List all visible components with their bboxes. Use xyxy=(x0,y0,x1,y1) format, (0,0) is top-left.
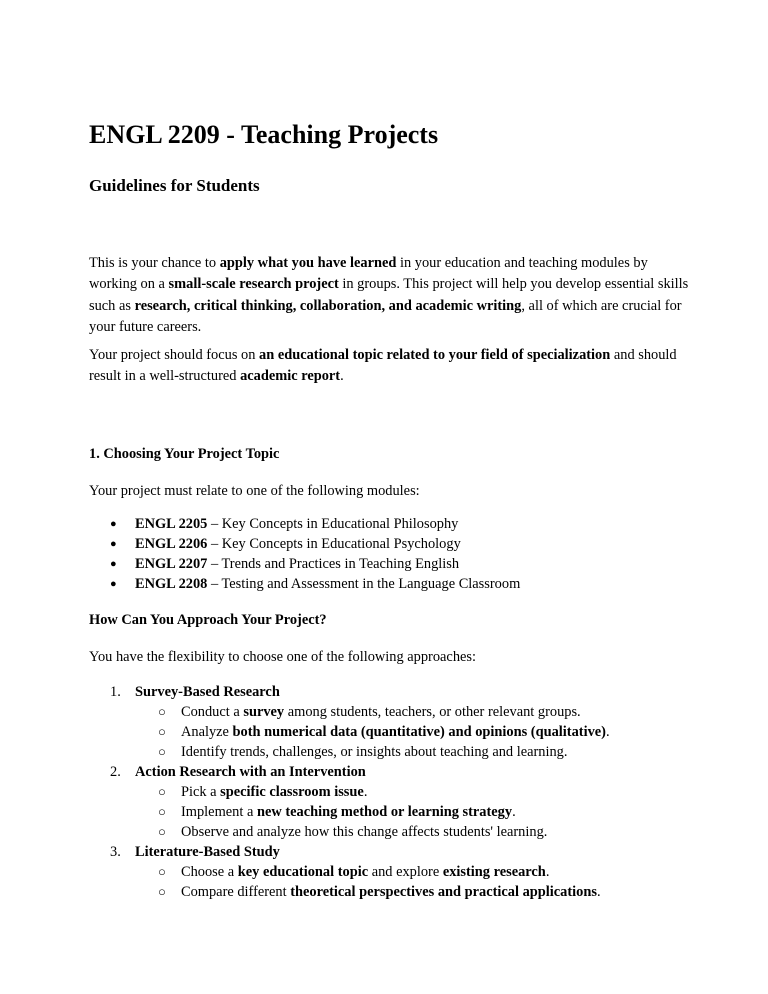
bold-run: specific classroom issue xyxy=(220,784,364,800)
module-list-item xyxy=(110,574,520,594)
text-run: . xyxy=(596,884,601,900)
bold-run: survey xyxy=(243,704,285,720)
bullet-icon: ● xyxy=(110,518,117,530)
text-run: Implement a xyxy=(181,804,257,820)
intro-paragraph-2 xyxy=(89,345,689,388)
module-name: – Key Concepts in Educational Philosophy xyxy=(207,516,459,532)
bullet-icon: ● xyxy=(110,578,117,590)
module-code: ENGL 2205 xyxy=(135,516,208,532)
page-title: ENGL 2209 - Teaching Projects xyxy=(89,120,439,149)
text-run: in your education and teaching modules by working on a xyxy=(89,255,648,293)
text-run: Your project should focus on xyxy=(89,347,260,363)
bold-run: new teaching method or learning strategy xyxy=(256,804,513,820)
text-run: Conduct a xyxy=(181,704,244,720)
circle-bullet-icon: ○ xyxy=(158,784,166,799)
circle-bullet-icon: ○ xyxy=(158,824,166,839)
section-heading-choosing-topic: 1. Choosing Your Project Topic xyxy=(89,446,280,462)
text-run: Pick a xyxy=(181,784,221,800)
item-number: 3. xyxy=(110,844,121,860)
bold-run: key educational topic xyxy=(237,864,369,880)
text-run: Observe and analyze how this change affects students' learning. xyxy=(181,824,548,840)
bold-run: an educational topic related to your field of specialization xyxy=(259,347,611,363)
text-run: This is your chance to xyxy=(89,255,220,271)
text-run: Choose a xyxy=(181,864,238,880)
circle-bullet-icon: ○ xyxy=(158,744,166,759)
bold-run: research, critical thinking, collaboration, and academic writing xyxy=(134,297,522,314)
section-lead: Your project must relate to one of the following modules: xyxy=(89,483,420,499)
module-name: – Key Concepts in Educational Psychology xyxy=(207,536,461,552)
bold-run: academic report xyxy=(240,368,341,385)
item-number: 1. xyxy=(110,684,121,700)
text-run: . xyxy=(545,864,550,880)
module-name: – Testing and Assessment in the Language Classroom xyxy=(207,576,521,592)
sub-list-item xyxy=(158,722,610,742)
text-run: , all of which are crucial for your future careers. xyxy=(89,297,682,335)
approach-title: Action Research with an Intervention xyxy=(135,764,366,780)
text-run: Analyze xyxy=(181,724,233,740)
page-subtitle: Guidelines for Students xyxy=(89,176,260,195)
module-name: – Trends and Practices in Teaching English xyxy=(207,556,460,572)
text-run: Compare different xyxy=(181,884,291,900)
circle-bullet-icon: ○ xyxy=(158,884,166,899)
circle-bullet-icon: ○ xyxy=(158,704,166,719)
bold-run: both numerical data (quantitative) and opinions (qualitative) xyxy=(232,724,606,740)
module-code: ENGL 2208 xyxy=(135,576,208,592)
bullet-icon: ● xyxy=(110,538,117,550)
text-run: . xyxy=(340,368,344,385)
text-run: and explore xyxy=(368,864,443,880)
text-run: . xyxy=(512,804,516,820)
bold-run: existing research xyxy=(442,864,546,880)
sub-list-item xyxy=(158,882,601,902)
module-list-item xyxy=(110,514,458,534)
sub-list-item xyxy=(158,782,367,802)
text-run: among students, teachers, or other relevant groups. xyxy=(284,704,581,720)
text-run: . xyxy=(605,724,610,740)
sub-list-item xyxy=(158,742,567,762)
section-heading-approach: How Can You Approach Your Project? xyxy=(89,612,327,628)
text-run: Identify trends, challenges, or insights about teaching and learning. xyxy=(181,744,568,760)
circle-bullet-icon: ○ xyxy=(158,804,166,819)
text-run: . xyxy=(363,784,368,800)
bold-run: apply what you have learned xyxy=(219,255,397,271)
approach-item xyxy=(110,682,280,702)
module-code: ENGL 2207 xyxy=(135,556,208,572)
bullet-icon: ● xyxy=(110,558,117,570)
module-code: ENGL 2206 xyxy=(135,536,208,552)
approach-item xyxy=(110,762,366,782)
approach-title: Survey-Based Research xyxy=(135,684,280,700)
module-list-item xyxy=(110,554,459,574)
module-list-item xyxy=(110,534,461,554)
circle-bullet-icon: ○ xyxy=(158,724,166,739)
sub-list-item xyxy=(158,822,547,842)
bold-run: small-scale research project xyxy=(168,276,339,293)
intro-paragraph-1 xyxy=(89,253,689,338)
text-run: in groups. This project will help you develop essential skills such as xyxy=(89,276,689,314)
item-number: 2. xyxy=(110,764,121,780)
sub-list-item xyxy=(158,802,516,822)
sub-list-item xyxy=(158,862,549,882)
approach-title: Literature-Based Study xyxy=(135,844,280,860)
circle-bullet-icon: ○ xyxy=(158,864,166,879)
approach-lead: You have the flexibility to choose one of the following approaches: xyxy=(89,649,477,665)
text-run: and should result in a well-structured xyxy=(89,347,677,385)
bold-run: theoretical perspectives and practical applications xyxy=(290,884,597,900)
approach-item xyxy=(110,842,280,862)
sub-list-item xyxy=(158,702,581,722)
